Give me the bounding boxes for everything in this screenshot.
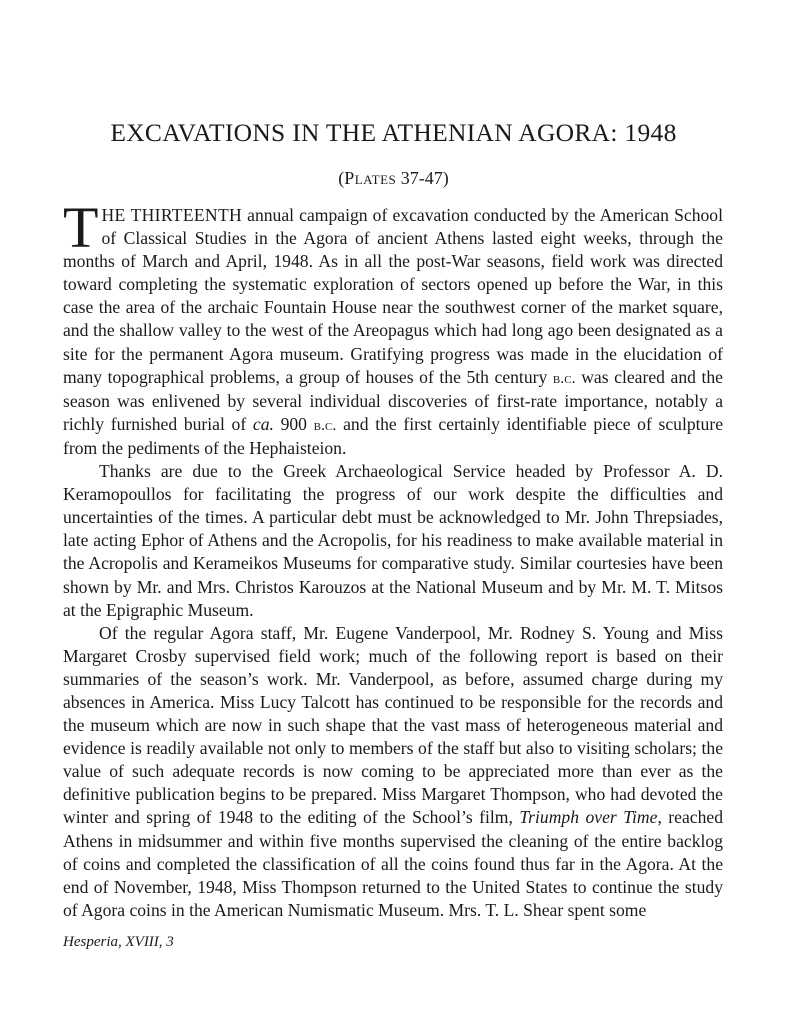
paragraph-3 <box>63 622 723 922</box>
bc-abbreviation: b.c. <box>552 368 576 387</box>
circa-abbreviation: ca. <box>252 413 274 434</box>
paragraph-1-text-d: and the first certainly identifiable piece of sculpture from the pediments of the Hephaisteion. <box>63 413 724 458</box>
article-body <box>63 195 724 922</box>
paragraph-1 <box>63 195 724 460</box>
journal-footer: Hesperia, XVIII, 3 <box>63 934 174 950</box>
plates-open-paren: ( <box>338 168 345 188</box>
paragraph-3-text-b: , reached Athens in midsummer and within five months supervised the cleaning of the entire backlog of coins and completed the classification of all the coins found thus far in the Agora. At the end of November, 1948, Miss Thompson returned to the United States to continue the study of Agora coins in the American Numismatic Museum. Mrs. T. L. Shear spent some <box>63 807 723 920</box>
drop-cap: T <box>63 195 99 260</box>
paragraph-1-text-a: annual campaign of excavation conducted by the American School of Classical Studies in the Agora of ancient Athens lasted eight weeks, through the months of March and April, 1948. As in all the post-War seasons, field work was directed toward completing the systematic exploration of sectors opened up before the War, in this case the area of the archaic Fountain House near the southwest corner of the market square, and the shallow valley to the west of the Areopagus which had long ago been designated as a site for the permanent Agora museum. Gratifying progress was made in the elucidation of many topographical problems, a group of houses of the 5th century <box>63 205 723 387</box>
plates-range: 37-47 <box>396 168 443 188</box>
plates-close-paren: ) <box>442 168 449 188</box>
bc-abbreviation: b.c. <box>313 415 337 434</box>
plates-reference <box>0 168 787 189</box>
article-title: EXCAVATIONS IN THE ATHENIAN AGORA: 1948 <box>110 118 677 147</box>
paragraph-1-text-b: was cleared and the season was enlivened by several individual discoveries of first-rate importance, notably a richly furnished burial of <box>63 366 723 434</box>
film-title: Triumph over Time <box>519 807 658 828</box>
plates-label: Plates <box>344 168 397 188</box>
paragraph-3-text-a: Of the regular Agora staff, Mr. Eugene Vanderpool, Mr. Rodney S. Young and Miss Margaret Crosby supervised field work; much of the following report is based on their summaries of the season’s work. Mr. Vanderpool, as before, assumed charge during my absences in America. Miss Lucy Talcott has continued to be responsible for the records and the museum which are now in such shape that the vast mass of heterogeneous material and evidence is readily available not only to members of the staff but also to visiting scholars; the value of such adequate records is now coming to be appreciated more than ever as the definitive publication begins to be prepared. Miss Margaret Thompson, who had devoted the winter and spring of 1948 to the editing of the School’s film, <box>63 622 723 828</box>
paragraph-1-text-c: 900 <box>273 413 314 434</box>
paragraph-2: Thanks are due to the Greek Archaeological Service headed by Professor A. D. Keramopoullos for facilitating the progress of our work despite the difficulties and uncertainties of the times. A particular debt must be acknowledged to Mr. John Threpsiades, late acting Ephor of Athens and the Acropolis, for his readiness to make available material in the Acropolis and Kerameikos Museums for comparative study. Similar courtesies have been shown by Mr. and Mrs. Christos Karouzos at the National Museum and by Mr. M. T. Mitsos at the Epigraphic Museum. <box>63 461 723 620</box>
lead-in-caps: HE THIRTEENTH <box>101 205 242 225</box>
